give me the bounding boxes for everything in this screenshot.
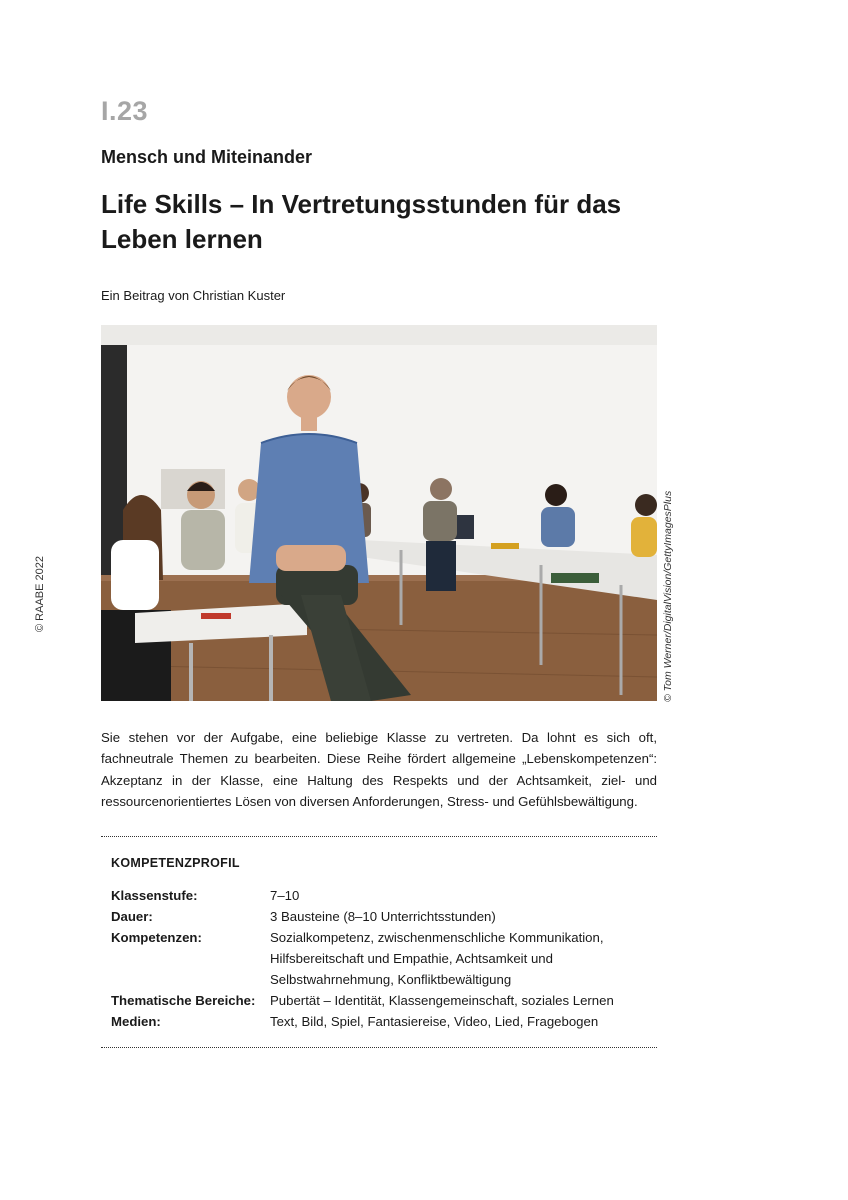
profile-row-competences [111,927,657,990]
profile-row-topics [111,990,657,1011]
profile-value: 7–10 [270,888,300,903]
competence-profile-heading: KOMPETENZPROFIL [111,856,240,870]
section-title: Mensch und Miteinander [101,147,313,167]
profile-label: Dauer: [111,909,153,924]
intro-paragraph: Sie stehen vor der Aufgabe, eine beliebige Klasse zu vertreten. Da lohnt es sich oft, fachneutrale Themen zu bearbeiten. Diese Reihe fördert allgemeine „Lebenskompetenzen“: Akzeptanz in der Klasse, eine Haltung des Respekts und der Achtsamkeit, ziel- und ressourcenorientiertes Lösen von diversen Anforderungen, Stress- und Gefühlsbewältigung. [101,730,657,809]
profile-row-grade [111,885,657,906]
author-line: Ein Beitrag von Christian Kuster [101,288,286,303]
classroom-photo [101,325,657,701]
page-title: Life Skills – In Vertretungsstunden für das Leben lernen [101,189,622,254]
profile-label: Thematische Bereiche: [111,993,256,1008]
profile-label: Kompetenzen: [111,930,202,945]
competence-profile-table [111,885,657,1032]
profile-row-media [111,1011,657,1032]
divider-top [101,836,657,837]
photo-credit: © Tom Werner/DigitalVision/GettyImagesPlus [662,490,674,702]
profile-row-duration [111,906,657,927]
profile-label: Klassenstufe: [111,888,198,903]
profile-value: Pubertät – Identität, Klassengemeinschaft, soziales Lernen [270,993,614,1008]
side-copyright: © RAABE 2022 [34,556,46,632]
divider-bottom [101,1047,657,1048]
profile-label: Medien: [111,1014,161,1029]
chapter-number: I.23 [101,96,149,126]
profile-value: Text, Bild, Spiel, Fantasiereise, Video, Lied, Fragebogen [270,1014,599,1029]
profile-value: Sozialkompetenz, zwischenmenschliche Kommunikation, Hilfsbereitschaft und Empathie, Achtsamkeit und Selbstwahrnehmung, Konfliktbewältigung [270,930,604,987]
profile-value: 3 Bausteine (8–10 Unterrichtsstunden) [270,909,496,924]
